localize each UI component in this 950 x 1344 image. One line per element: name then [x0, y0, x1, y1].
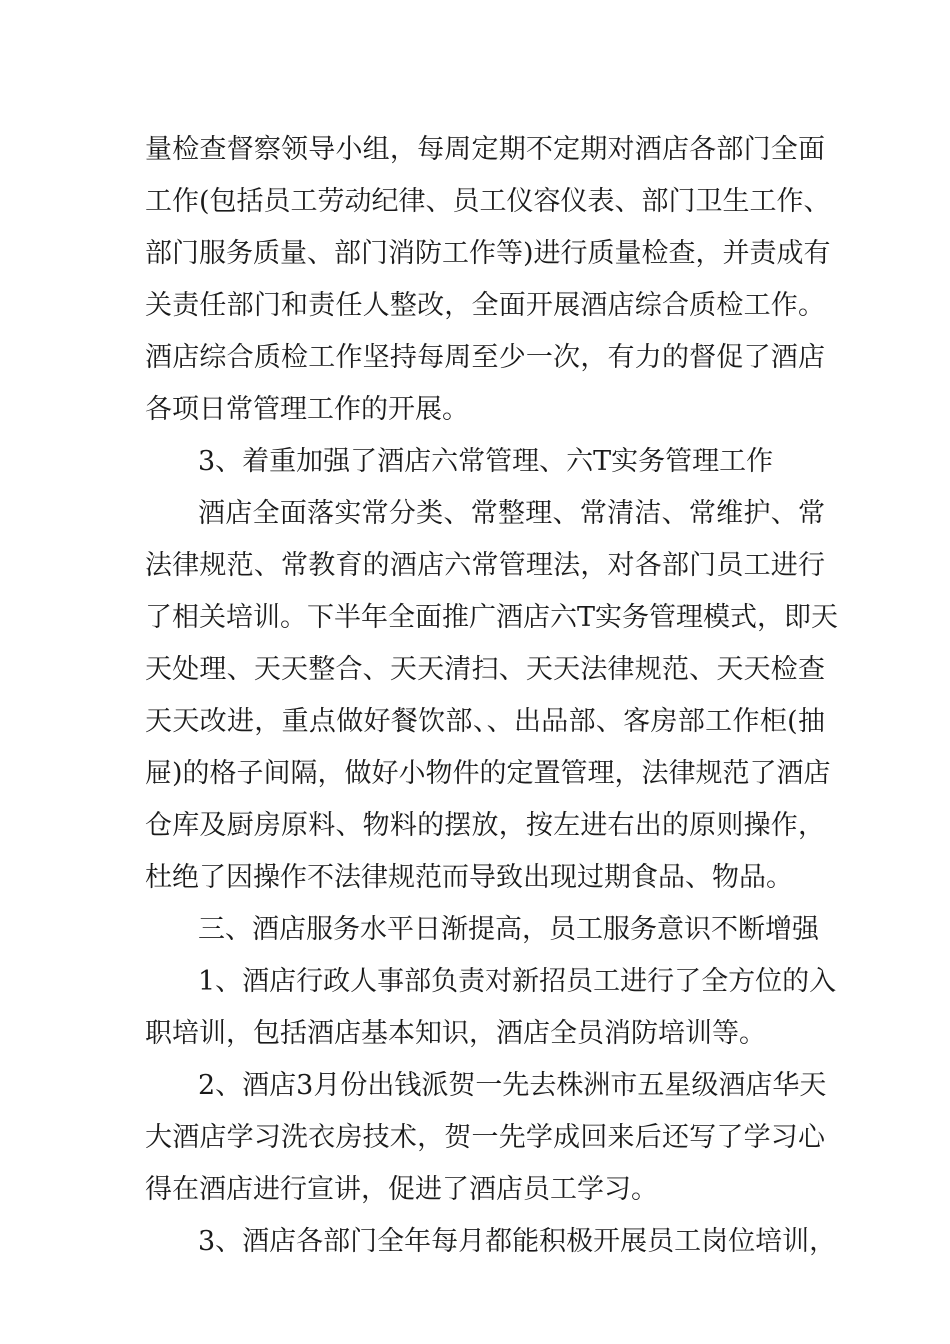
section-heading: 三、酒店服务水平日渐提高，员工服务意识不断增强: [198, 914, 819, 945]
text-line: 关责任部门和责任人整改，全面开展酒店综合质检工作。: [145, 290, 825, 321]
text-line: 2、酒店3月份出钱派贺一先去株洲市五星级酒店华天: [198, 1070, 827, 1101]
text-line: 天天改进，重点做好餐饮部、、出品部、客房部工作柜(抽: [145, 706, 825, 737]
text-line: 量检查督察领导小组，每周定期不定期对酒店各部门全面: [145, 134, 825, 165]
section-heading: 3、着重加强了酒店六常管理、六T实务管理工作: [198, 446, 774, 477]
text-line: 得在酒店进行宣讲，促进了酒店员工学习。: [145, 1174, 658, 1205]
text-line: 杜绝了因操作不法律规范而导致出现过期食品、物品。: [145, 862, 793, 893]
text-line: 1、酒店行政人事部负责对新招员工进行了全方位的入: [198, 966, 837, 997]
text-line: 工作(包括员工劳动纪律、员工仪容仪表、部门卫生工作、: [145, 186, 831, 217]
text-line: 法律规范、常教育的酒店六常管理法，对各部门员工进行: [145, 550, 825, 581]
text-line: 天处理、天天整合、天天清扫、天天法律规范、天天检查: [145, 654, 825, 685]
text-line: 部门服务质量、部门消防工作等)进行质量检查，并责成有: [145, 238, 831, 269]
text-line: 仓库及厨房原料、物料的摆放，按左进右出的原则操作，: [145, 810, 825, 841]
text-line: 屉)的格子间隔，做好小物件的定置管理，法律规范了酒店: [145, 758, 831, 789]
text-line: 酒店全面落实常分类、常整理、常清洁、常维护、常: [198, 498, 825, 529]
text-line: 酒店综合质检工作坚持每周至少一次，有力的督促了酒店: [145, 342, 825, 373]
text-line: 职培训，包括酒店基本知识，酒店全员消防培训等。: [145, 1018, 766, 1049]
text-line: 了相关培训。下半年全面推广酒店六T实务管理模式，即天: [145, 602, 839, 633]
text-line: 3、酒店各部门全年每月都能积极开展员工岗位培训，: [198, 1226, 837, 1257]
text-line: 各项日常管理工作的开展。: [145, 394, 469, 425]
text-line: 大酒店学习洗衣房技术，贺一先学成回来后还写了学习心: [145, 1122, 825, 1153]
